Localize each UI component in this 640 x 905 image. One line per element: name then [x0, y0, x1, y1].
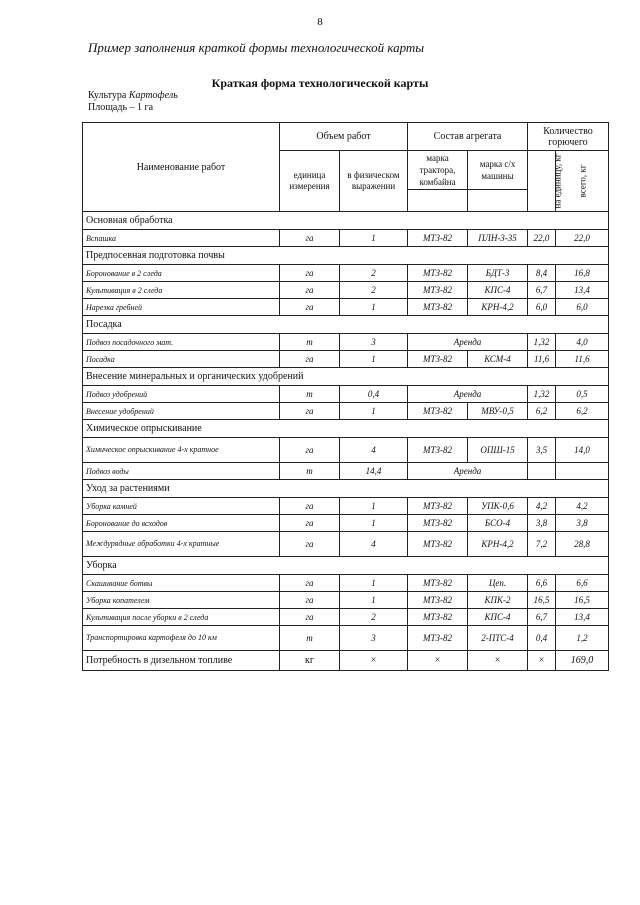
operation-name: Посадка: [83, 351, 280, 368]
section-row: [83, 212, 609, 230]
header-fuel: Количество горючего: [528, 123, 609, 151]
fuel-total-cell: 1,2: [556, 626, 609, 651]
table-row: [83, 403, 609, 420]
operation-name: Подвоз воды: [83, 463, 280, 480]
machine-cell: ОПШ-15: [468, 438, 528, 463]
table-row: [83, 230, 609, 247]
quantity-cell: 1: [340, 403, 408, 420]
quantity-cell: 2: [340, 265, 408, 282]
section-title: Химическое опрыскивание: [83, 420, 609, 438]
quantity-cell: 1: [340, 498, 408, 515]
tractor-cell: МТЗ-82: [408, 498, 468, 515]
fuel-per-unit-cell: 6,7: [528, 282, 556, 299]
section-row: [83, 316, 609, 334]
total-fuel-sum: 169,0: [556, 651, 609, 671]
unit-cell: т: [280, 334, 340, 351]
unit-cell: га: [280, 515, 340, 532]
fuel-per-unit-cell: 3,8: [528, 515, 556, 532]
machine-cell: ПЛН-3-35: [468, 230, 528, 247]
quantity-cell: 14,4: [340, 463, 408, 480]
tractor-cell: МТЗ-82: [408, 438, 468, 463]
culture-value: Картофель: [128, 90, 178, 101]
fuel-per-unit-cell: 22,0: [528, 230, 556, 247]
quantity-cell: 1: [340, 299, 408, 316]
quantity-cell: 4: [340, 438, 408, 463]
operation-name: Внесение удобрений: [83, 403, 280, 420]
section-row: [83, 247, 609, 265]
total-per-unit: ×: [528, 651, 556, 671]
quantity-cell: 1: [340, 230, 408, 247]
table-row: [83, 334, 609, 351]
total-tractor: ×: [408, 651, 468, 671]
table-row: [83, 351, 609, 368]
machine-cell: УПК-0,6: [468, 498, 528, 515]
operation-name: Боронование в 2 следа: [83, 265, 280, 282]
table-row: [83, 626, 609, 651]
fuel-total-cell: 6,6: [556, 575, 609, 592]
page-number: 8: [317, 16, 323, 28]
machine-cell: КРН-4,2: [468, 532, 528, 557]
quantity-cell: 3: [340, 334, 408, 351]
operation-name: Уборка камней: [83, 498, 280, 515]
fuel-per-unit-cell: 6,6: [528, 575, 556, 592]
operation-name: Подвоз посадочного мат.: [83, 334, 280, 351]
table-row: [83, 575, 609, 592]
unit-cell: т: [280, 386, 340, 403]
section-row: [83, 420, 609, 438]
header-total: всего, кг: [556, 151, 609, 212]
unit-cell: га: [280, 403, 340, 420]
section-title: Посадка: [83, 316, 609, 334]
operation-name: Вспашка: [83, 230, 280, 247]
quantity-cell: 4: [340, 532, 408, 557]
fuel-total-cell: 3,8: [556, 515, 609, 532]
operation-name: Транспортировка картофеля до 10 км: [83, 626, 280, 651]
fuel-total-cell: 4,0: [556, 334, 609, 351]
aggregate-merged-cell: Аренда: [408, 334, 528, 351]
fuel-total-cell: 28,8: [556, 532, 609, 557]
unit-cell: га: [280, 351, 340, 368]
fuel-total-cell: 16,5: [556, 592, 609, 609]
quantity-cell: 1: [340, 351, 408, 368]
tech-map-table: [82, 122, 609, 671]
unit-cell: га: [280, 609, 340, 626]
fuel-per-unit-cell: 4,2: [528, 498, 556, 515]
tractor-cell: МТЗ-82: [408, 265, 468, 282]
unit-cell: т: [280, 626, 340, 651]
aggregate-merged-cell: Аренда: [408, 386, 528, 403]
machine-cell: БСО-4: [468, 515, 528, 532]
header-work-volume: Объем работ: [280, 123, 408, 151]
operation-name: Химическое опрыскивание 4-х кратное: [83, 438, 280, 463]
machine-cell: КСМ-4: [468, 351, 528, 368]
fuel-per-unit-cell: [528, 463, 556, 480]
tractor-cell: МТЗ-82: [408, 626, 468, 651]
tractor-cell: МТЗ-82: [408, 351, 468, 368]
header-aggregate: Состав агрегата: [408, 123, 528, 151]
fuel-total-cell: 22,0: [556, 230, 609, 247]
unit-cell: га: [280, 592, 340, 609]
section-row: [83, 368, 609, 386]
table-row: [83, 515, 609, 532]
operation-name: Подвоз удобрений: [83, 386, 280, 403]
machine-cell: КПС-4: [468, 609, 528, 626]
operation-name: Нарезка гребней: [83, 299, 280, 316]
unit-cell: га: [280, 299, 340, 316]
total-row: [83, 651, 609, 671]
quantity-cell: 2: [340, 609, 408, 626]
example-caption: Пример заполнения краткой формы технологической карты: [88, 40, 425, 55]
fuel-total-cell: 0,5: [556, 386, 609, 403]
total-qty: ×: [340, 651, 408, 671]
operation-name: Боронование до всходов: [83, 515, 280, 532]
quantity-cell: 1: [340, 515, 408, 532]
operation-name: Междурядные обработки 4-х кратные: [83, 532, 280, 557]
table-row: [83, 532, 609, 557]
machine-cell: КПС-4: [468, 282, 528, 299]
total-unit: кг: [280, 651, 340, 671]
document-title: Краткая форма технологической карты: [211, 76, 429, 90]
section-title: Внесение минеральных и органических удобрений: [83, 368, 609, 386]
tractor-cell: МТЗ-82: [408, 282, 468, 299]
unit-cell: га: [280, 265, 340, 282]
fuel-per-unit-cell: 6,2: [528, 403, 556, 420]
section-title: Уборка: [83, 557, 609, 575]
machine-cell: КРН-4,2: [468, 299, 528, 316]
fuel-total-cell: 6,0: [556, 299, 609, 316]
unit-cell: га: [280, 498, 340, 515]
fuel-total-cell: 4,2: [556, 498, 609, 515]
culture-line: [88, 90, 178, 101]
total-label: Потребность в дизельном топливе: [83, 651, 280, 671]
fuel-per-unit-cell: 1,32: [528, 334, 556, 351]
machine-cell: Цеп.: [468, 575, 528, 592]
fuel-total-cell: 16,8: [556, 265, 609, 282]
section-row: [83, 480, 609, 498]
table-row: [83, 386, 609, 403]
fuel-total-cell: 6,2: [556, 403, 609, 420]
section-title: Предпосевная подготовка почвы: [83, 247, 609, 265]
section-title: Уход за растениями: [83, 480, 609, 498]
machine-cell: МВУ-0,5: [468, 403, 528, 420]
tractor-cell: МТЗ-82: [408, 532, 468, 557]
fuel-total-cell: 13,4: [556, 282, 609, 299]
fuel-total-cell: 13,4: [556, 609, 609, 626]
fuel-total-cell: [556, 463, 609, 480]
header-tractor: марка трактора, комбайна: [408, 151, 468, 190]
table-row: [83, 463, 609, 480]
operation-name: Уборка копателем: [83, 592, 280, 609]
section-row: [83, 557, 609, 575]
fuel-total-cell: 14,0: [556, 438, 609, 463]
fuel-total-cell: 11,6: [556, 351, 609, 368]
table-header: [83, 123, 609, 212]
table-row: [83, 592, 609, 609]
machine-cell: КПК-2: [468, 592, 528, 609]
tractor-cell: МТЗ-82: [408, 403, 468, 420]
header-machine-cont: [468, 190, 528, 212]
area-line: Площадь – 1 га: [88, 102, 154, 113]
fuel-per-unit-cell: 3,5: [528, 438, 556, 463]
table-row: [83, 438, 609, 463]
operation-name: Скашивание ботвы: [83, 575, 280, 592]
tractor-cell: МТЗ-82: [408, 299, 468, 316]
total-machine: ×: [468, 651, 528, 671]
table-row: [83, 498, 609, 515]
fuel-per-unit-cell: 6,0: [528, 299, 556, 316]
tractor-cell: МТЗ-82: [408, 592, 468, 609]
unit-cell: га: [280, 532, 340, 557]
quantity-cell: 1: [340, 575, 408, 592]
unit-cell: т: [280, 463, 340, 480]
fuel-per-unit-cell: 16,5: [528, 592, 556, 609]
fuel-per-unit-cell: 6,7: [528, 609, 556, 626]
header-operation-name: Наименование работ: [83, 123, 280, 212]
quantity-cell: 3: [340, 626, 408, 651]
culture-label: Культура: [88, 90, 127, 101]
table-row: [83, 299, 609, 316]
operation-name: Культивация в 2 следа: [83, 282, 280, 299]
fuel-per-unit-cell: 8,4: [528, 265, 556, 282]
fuel-per-unit-cell: 7,2: [528, 532, 556, 557]
aggregate-merged-cell: Аренда: [408, 463, 528, 480]
table-row: [83, 265, 609, 282]
fuel-per-unit-cell: 0,4: [528, 626, 556, 651]
header-physical: в физическом выражении: [340, 151, 408, 212]
quantity-cell: 2: [340, 282, 408, 299]
unit-cell: га: [280, 230, 340, 247]
section-title: Основная обработка: [83, 212, 609, 230]
quantity-cell: 0,4: [340, 386, 408, 403]
tractor-cell: МТЗ-82: [408, 575, 468, 592]
header-tractor-cont: [408, 190, 468, 212]
machine-cell: 2-ПТС-4: [468, 626, 528, 651]
tractor-cell: МТЗ-82: [408, 230, 468, 247]
header-per-unit: на единицу, кг: [528, 151, 556, 212]
unit-cell: га: [280, 438, 340, 463]
machine-cell: БДТ-3: [468, 265, 528, 282]
operation-name: Культивация после уборки в 2 следа: [83, 609, 280, 626]
table-body: [83, 212, 609, 671]
unit-cell: га: [280, 282, 340, 299]
quantity-cell: 1: [340, 592, 408, 609]
header-machine: марка с/х машины: [468, 151, 528, 190]
header-unit: единица измерения: [280, 151, 340, 212]
table-row: [83, 282, 609, 299]
table-row: [83, 609, 609, 626]
fuel-per-unit-cell: 1,32: [528, 386, 556, 403]
tractor-cell: МТЗ-82: [408, 515, 468, 532]
tractor-cell: МТЗ-82: [408, 609, 468, 626]
unit-cell: га: [280, 575, 340, 592]
fuel-per-unit-cell: 11,6: [528, 351, 556, 368]
